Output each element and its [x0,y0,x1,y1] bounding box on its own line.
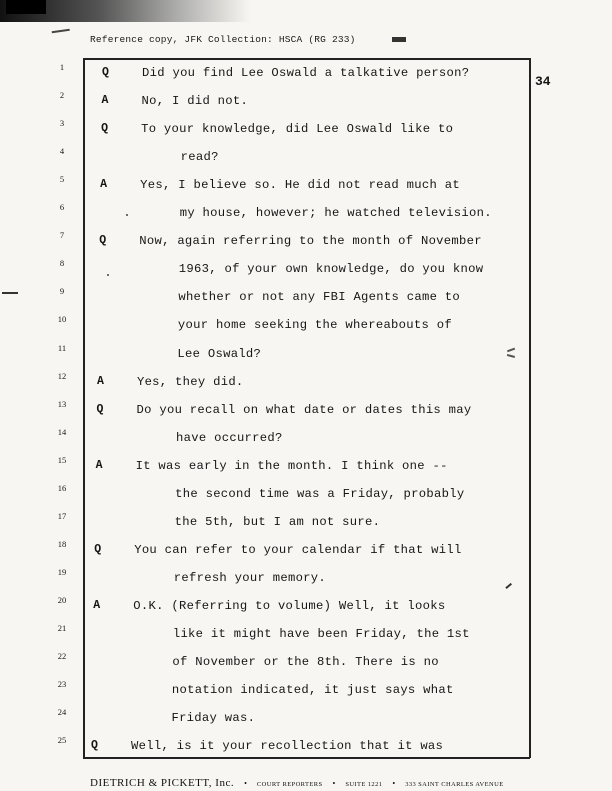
speaker-label: A [100,178,108,192]
line-number: 15 [57,454,67,465]
line-text: O.K. (Referring to volume) Well, it looks [133,598,446,613]
footer-suite: SUITE 1221 [345,781,383,788]
frame-top-rule [83,58,530,60]
line-number: 23 [57,679,67,690]
transcript-line [0,567,560,589]
line-number: 8 [59,258,65,269]
line-text: Yes, I believe so. He did not read much at [140,178,460,193]
footer-separator: • [392,779,396,788]
transcript-line [0,90,560,112]
line-number: 1 [59,62,65,72]
line-text: Friday was. [171,711,256,726]
line-number: 24 [57,707,67,718]
stamp-mark [392,37,406,42]
speaker-label: A [101,94,109,108]
speck [107,274,109,276]
speaker-label: Q [102,66,109,79]
speaker-label: Q [99,234,107,248]
line-number: 25 [57,735,67,746]
transcript-line [0,62,560,84]
line-text: like it might have been Friday, the 1st [172,627,470,641]
line-text: notation indicated, it just says what [171,683,454,698]
transcript-line [0,314,560,336]
transcript-line [0,146,560,168]
frame-bottom-rule [83,757,530,759]
transcript-line [0,455,560,477]
line-number: 7 [59,230,65,241]
line-text: Well, is it your recollection that it was [131,739,444,754]
transcript-line [0,651,560,673]
line-text: whether or not any FBI Agents came to [178,290,461,305]
transcript-line [0,286,560,308]
line-text: Lee Oswald? [177,346,262,361]
line-text: You can refer to your calendar if that will [134,542,462,557]
line-text: No, I did not. [141,94,249,109]
footer-service: COURT REPORTERS [256,781,323,788]
transcript-line [0,371,560,393]
line-number: 2 [59,90,65,101]
transcript-line [0,230,560,252]
line-text: have occurred? [176,430,283,445]
speck [126,214,128,216]
speaker-label: Q [91,739,98,753]
line-number: 3 [59,118,65,129]
line-number: 6 [59,202,65,213]
footer-separator: • [332,779,336,788]
transcript-line [0,539,560,561]
transcript-line [0,483,560,505]
line-text: the 5th, but I am not sure. [174,514,381,529]
speaker-label: Q [94,542,102,556]
line-text: Did you find Lee Oswald a talkative person? [142,66,470,80]
footer [90,773,530,791]
line-number: 5 [59,174,65,185]
transcript-line [0,174,560,196]
footer-firm: DIETRICH & PICKETT, Inc. [90,777,235,789]
transcript-line [0,118,560,140]
corner-mark [52,29,71,37]
transcript-line [0,595,560,617]
scan-artifact-blot [6,0,46,14]
line-number: 14 [57,426,67,437]
line-text: Yes, they did. [136,374,244,389]
line-text: 1963, of your own knowledge, do you know [178,262,484,277]
margin-scribble [504,346,516,360]
line-text: Now, again referring to the month of November [139,234,482,249]
footer-separator: • [244,779,247,788]
line-number: 9 [59,286,65,297]
line-number: 19 [57,566,67,577]
line-number: 13 [57,398,67,409]
line-number: 20 [57,594,67,605]
transcript-line [0,707,560,729]
speaker-label: Q [101,122,108,136]
line-text: my house, however; he watched television. [179,206,492,221]
line-text: of November or the 8th. There is no [172,655,439,670]
line-text: It was early in the month. I think one -- [135,458,448,473]
transcript-line [0,399,560,421]
transcript-line [0,427,560,449]
line-text: read? [180,150,219,165]
line-text: Do you recall on what date or dates this may [136,402,472,417]
transcript-line [0,623,560,645]
line-number: 10 [57,314,67,325]
line-number: 4 [59,146,65,157]
line-text: refresh your memory. [173,570,327,585]
page-number: 34 [535,74,551,89]
line-number: 18 [57,538,67,549]
line-text: To your knowledge, did Lee Oswald like to [141,122,454,137]
line-text: your home seeking the whereabouts of [177,318,452,333]
line-number: 12 [57,370,67,381]
line-number: 22 [57,651,67,662]
speaker-label: A [96,374,104,388]
line-number: 11 [57,342,67,353]
line-number: 17 [57,510,67,521]
line-number: 21 [57,623,67,633]
line-number: 16 [57,482,67,493]
footer-address: 333 SAINT CHARLES AVENUE [405,781,504,788]
transcript-line [0,343,560,365]
speaker-label: A [93,598,101,612]
transcript-line [0,202,560,224]
speaker-label: Q [96,402,104,416]
transcript-line [0,679,560,701]
transcript-line [0,511,560,533]
transcript-line [0,258,560,280]
speaker-label: A [95,458,103,472]
line-text: the second time was a Friday, probably [175,486,465,501]
transcript-line [0,735,560,757]
reference-header: Reference copy, JFK Collection: HSCA (RG 233) [90,34,356,45]
